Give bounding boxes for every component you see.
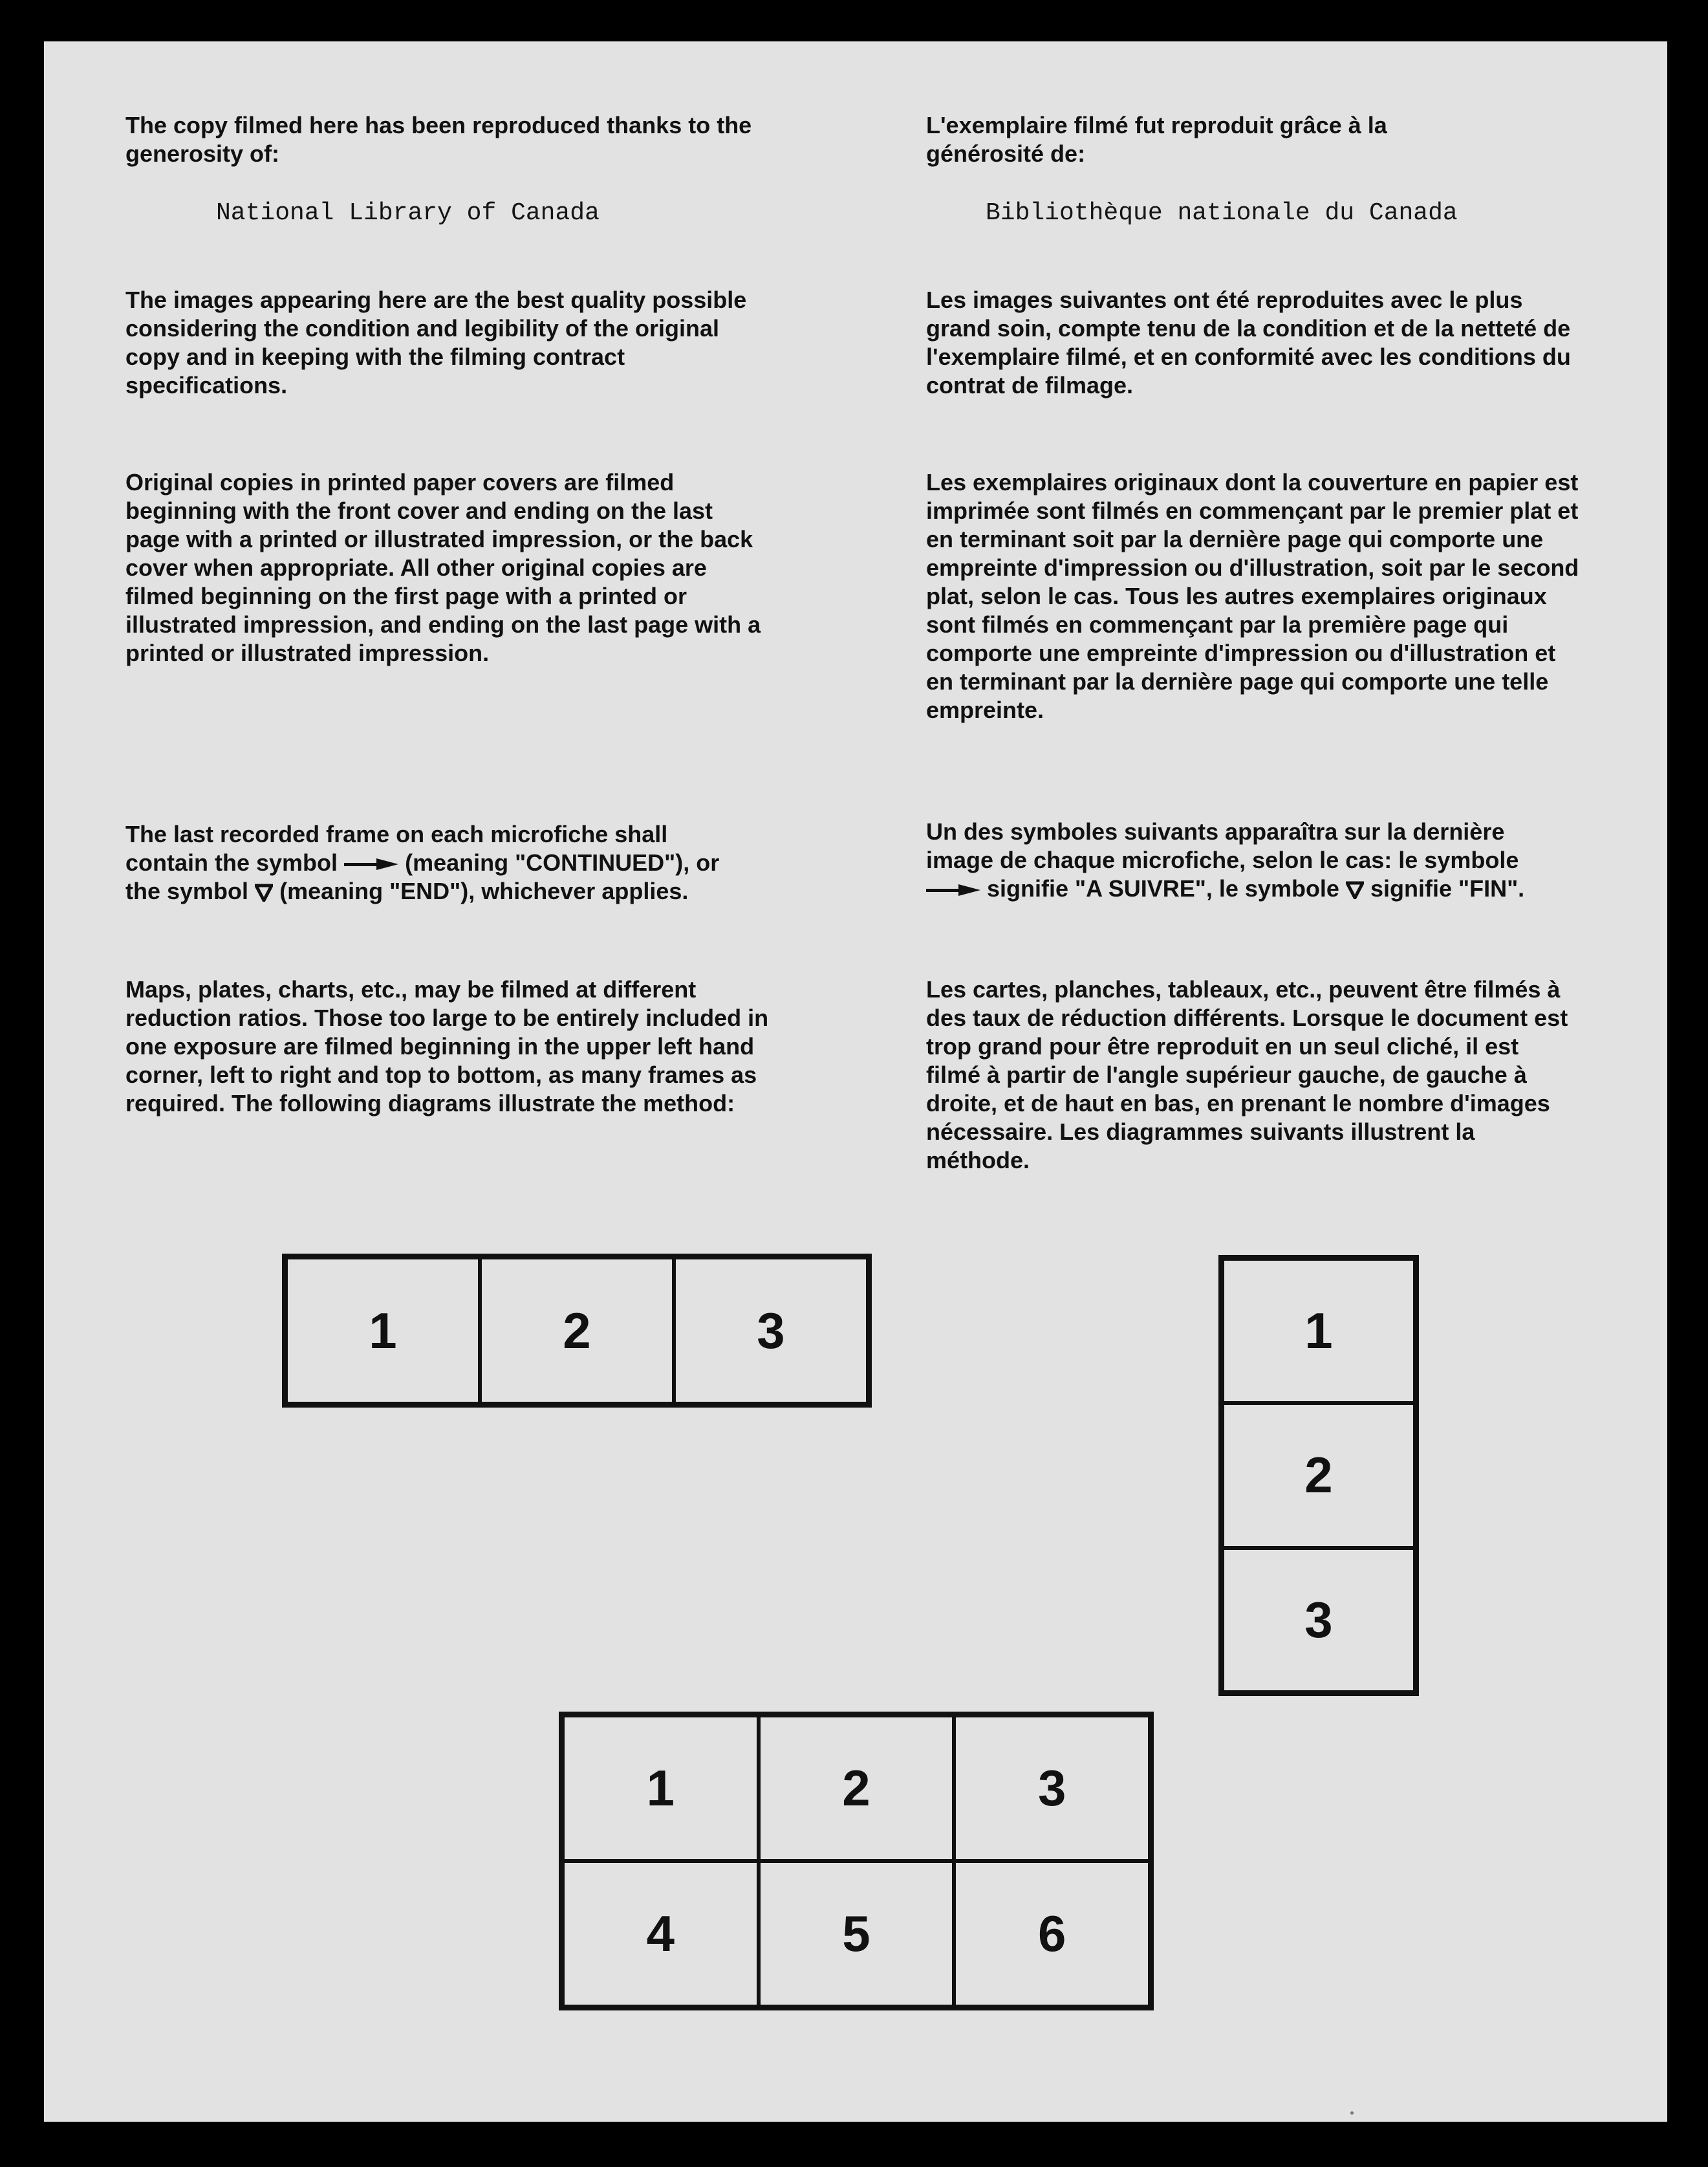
right-covers: Les exemplaires originaux dont la couverture en papier est imprimée sont filmés en commençant par le premier plat et en terminant soit par la dernière page qui comporte une empreinte d'impression ou d'illustration, soit par le second plat, selon le cas. Tous les autres exemplaires originaux sont filmés en commençant par la première page qui comporte une empreinte d'impression ou d'illustration et en terminant par la dernière page qui comporte une telle empreinte. bbox=[926, 469, 1579, 723]
left-symbols-b: (meaning "CONTINUED"), or the symbol bbox=[125, 849, 720, 904]
right-symbols-block bbox=[926, 818, 1573, 903]
left-symbols-block bbox=[125, 820, 746, 906]
right-quality-block bbox=[926, 286, 1573, 400]
right-covers-block bbox=[926, 468, 1579, 724]
left-symbols-c: (meaning "END"), whichever applies. bbox=[279, 878, 689, 904]
right-maps-block bbox=[926, 975, 1579, 1175]
right-intro: L'exemplaire filmé fut reproduit grâce à la générosité de: bbox=[926, 112, 1387, 167]
left-maps: Maps, plates, charts, etc., may be filmed at different reduction ratios. Those too large to be entirely included in one exposure are filmed beginning in the upper left hand corner, left to right and top to bottom, as many frames as required. The following diagrams illustrate the method: bbox=[125, 976, 769, 1116]
continued-arrow-icon bbox=[344, 858, 398, 871]
left-quality-block bbox=[125, 286, 772, 400]
left-column bbox=[125, 111, 772, 168]
left-maps-block bbox=[125, 975, 772, 1118]
left-symbols-a: The last recorded frame on each microfiche shall contain the symbol bbox=[125, 821, 668, 876]
frame-cell: 1 bbox=[1222, 1259, 1415, 1403]
frame-cell: 5 bbox=[759, 1861, 955, 2007]
right-symbols-a: Un des symboles suivants apparaîtra sur la dernière image de chaque microfiche, selon le cas: le symbole bbox=[926, 818, 1519, 873]
diagram-row-three bbox=[282, 1254, 872, 1408]
left-library-name: National Library of Canada bbox=[216, 199, 600, 227]
frame-cell: 2 bbox=[759, 1715, 955, 1861]
frame-cell: 3 bbox=[954, 1715, 1150, 1861]
frame-cell: 1 bbox=[563, 1715, 759, 1861]
left-quality: The images appearing here are the best quality possible considering the condition and legibility of the original copy and in keeping with the filming contract specifications. bbox=[125, 287, 747, 398]
left-covers-block bbox=[125, 468, 772, 668]
right-column bbox=[926, 111, 1573, 168]
right-maps: Les cartes, planches, tableaux, etc., peuvent être filmés à des taux de réduction différents. Lorsque le document est trop grand pour être reproduit en un seul cliché, il est filmé à partir de l'angle supérieur gauche, de gauche à droite, et de haut en bas, en prenant le nombre d'images nécessaire. Les diagrammes suivants illustrent la méthode. bbox=[926, 976, 1568, 1173]
right-symbols-b: signifie "A SUIVRE", le symbole bbox=[987, 875, 1339, 902]
fin-triangle-icon bbox=[1346, 881, 1364, 899]
frame-cell: 3 bbox=[1222, 1548, 1415, 1692]
diagram-grid-six bbox=[559, 1712, 1154, 2010]
frame-cell: 6 bbox=[954, 1861, 1150, 2007]
left-intro: The copy filmed here has been reproduced thanks to the generosity of: bbox=[125, 112, 752, 167]
document-page bbox=[44, 41, 1667, 2122]
left-covers: Original copies in printed paper covers are filmed beginning with the front cover and ending on the last page with a printed or illustrated impression, or the back cover when appropriate. All other original copies are filmed beginning on the first page with a printed or illustrated impression, and ending on the last page with a printed or illustrated impression. bbox=[125, 469, 761, 666]
a-suivre-arrow-icon bbox=[926, 884, 980, 897]
frame-cell: 2 bbox=[1222, 1403, 1415, 1547]
speck-mark bbox=[1350, 2111, 1354, 2115]
frame-cell: 3 bbox=[674, 1258, 868, 1404]
diagram-column-three bbox=[1218, 1255, 1419, 1696]
right-library-name: Bibliothèque nationale du Canada bbox=[986, 199, 1458, 227]
right-quality: Les images suivantes ont été reproduites avec le plus grand soin, compte tenu de la condition et de la netteté de l'exemplaire filmé, et en conformité avec les conditions du contrat de filmage. bbox=[926, 287, 1571, 398]
frame-cell: 4 bbox=[563, 1861, 759, 2007]
frame-cell: 1 bbox=[286, 1258, 480, 1404]
end-triangle-icon bbox=[255, 884, 273, 902]
right-symbols-c: signifie "FIN". bbox=[1370, 875, 1525, 902]
frame-cell: 2 bbox=[480, 1258, 674, 1404]
